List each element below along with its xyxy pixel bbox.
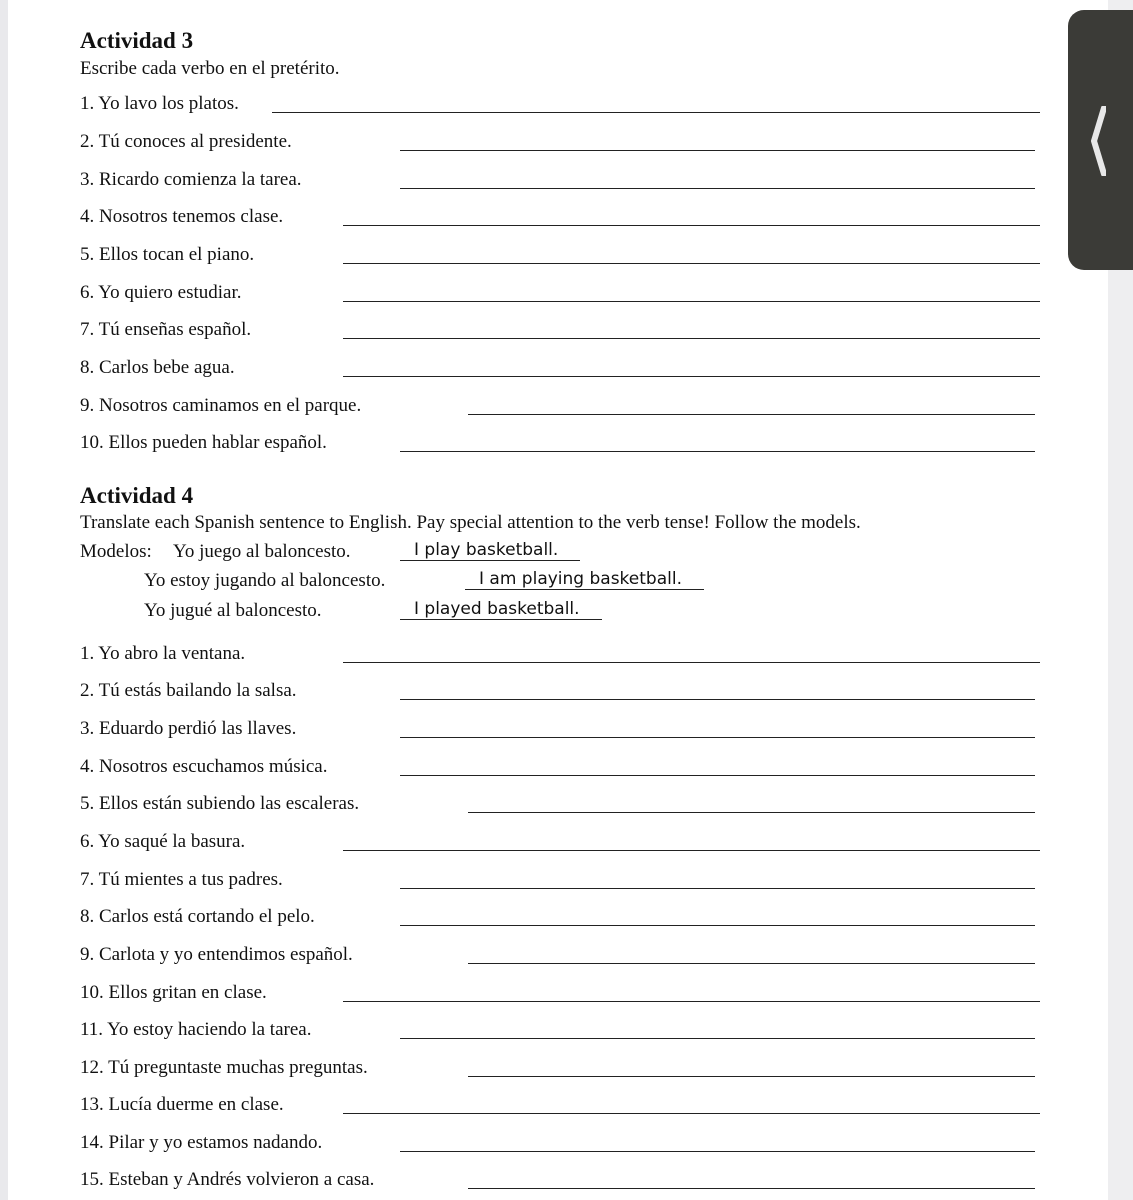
list-item [80, 319, 1050, 343]
list-item [80, 206, 1050, 230]
list-item [80, 244, 1050, 268]
models-label: Modelos: [80, 541, 152, 562]
model-spanish: Yo estoy jugando al baloncesto. [144, 570, 386, 591]
list-item [80, 643, 1050, 667]
list-item [80, 793, 1050, 817]
list-item [80, 131, 1050, 155]
list-item [80, 1094, 1050, 1118]
model-spanish: Yo jugué al baloncesto. [144, 600, 322, 621]
answer-blank[interactable] [468, 963, 1035, 964]
question-text: 10. Ellos gritan en clase. [80, 982, 267, 1003]
answer-blank[interactable] [400, 150, 1035, 151]
list-item [80, 869, 1050, 893]
answer-blank[interactable] [400, 1038, 1035, 1039]
answer-blank[interactable] [343, 1113, 1040, 1114]
model-english: I play basketball. [400, 540, 580, 561]
list-item [80, 1169, 1050, 1193]
page-left-edge [0, 0, 8, 1200]
answer-blank[interactable] [343, 662, 1040, 663]
question-text: 9. Carlota y yo entendimos español. [80, 944, 353, 965]
list-item [80, 357, 1050, 381]
list-item [80, 831, 1050, 855]
list-item [80, 982, 1050, 1006]
side-panel-tab[interactable] [1068, 10, 1133, 270]
question-text: 10. Ellos pueden hablar español. [80, 432, 327, 453]
answer-blank[interactable] [272, 112, 1040, 113]
question-text: 2. Tú conoces al presidente. [80, 131, 292, 152]
model-english: I played basketball. [400, 599, 602, 620]
list-item [80, 756, 1050, 780]
list-item [80, 718, 1050, 742]
question-text: 3. Ricardo comienza la tarea. [80, 169, 302, 190]
answer-blank[interactable] [400, 737, 1035, 738]
answer-blank[interactable] [400, 188, 1035, 189]
list-item [80, 944, 1050, 968]
question-text: 2. Tú estás bailando la salsa. [80, 680, 297, 701]
answer-blank[interactable] [468, 1188, 1035, 1189]
question-text: 7. Tú enseñas español. [80, 319, 252, 340]
answer-blank[interactable] [400, 451, 1035, 452]
answer-blank[interactable] [400, 775, 1035, 776]
activity4-instructions: Translate each Spanish sentence to English. Pay special attention to the verb tense! Follow the models. [80, 512, 861, 533]
answer-blank[interactable] [468, 1076, 1035, 1077]
answer-blank[interactable] [343, 263, 1040, 264]
list-item [80, 906, 1050, 930]
question-text: 1. Yo lavo los platos. [80, 93, 239, 114]
activity3-title: Actividad 3 [80, 28, 194, 53]
activity4-title: Actividad 4 [80, 483, 194, 508]
question-text: 6. Yo saqué la basura. [80, 831, 246, 852]
list-item [80, 1057, 1050, 1081]
list-item [80, 282, 1050, 306]
model-english: I am playing basketball. [465, 569, 704, 590]
answer-blank[interactable] [343, 376, 1040, 377]
question-text: 14. Pilar y yo estamos nadando. [80, 1132, 323, 1153]
list-item [80, 395, 1050, 419]
answer-blank[interactable] [400, 699, 1035, 700]
list-item [80, 1132, 1050, 1156]
activity3-instructions: Escribe cada verbo en el pretérito. [80, 58, 340, 79]
answer-blank[interactable] [343, 1001, 1040, 1002]
question-text: 8. Carlos bebe agua. [80, 357, 235, 378]
list-item [80, 432, 1050, 456]
answer-blank[interactable] [343, 850, 1040, 851]
question-text: 9. Nosotros caminamos en el parque. [80, 395, 362, 416]
list-item [80, 93, 1050, 117]
model-spanish: Yo juego al baloncesto. [173, 541, 351, 562]
chevron-left-icon [1090, 106, 1106, 176]
question-text: 15. Esteban y Andrés volvieron a casa. [80, 1169, 375, 1190]
question-text: 13. Lucía duerme en clase. [80, 1094, 284, 1115]
question-text: 11. Yo estoy haciendo la tarea. [80, 1019, 312, 1040]
question-text: 12. Tú preguntaste muchas preguntas. [80, 1057, 368, 1078]
answer-blank[interactable] [343, 225, 1040, 226]
answer-blank[interactable] [400, 1151, 1035, 1152]
answer-blank[interactable] [400, 888, 1035, 889]
question-text: 6. Yo quiero estudiar. [80, 282, 242, 303]
answer-blank[interactable] [343, 301, 1040, 302]
answer-blank[interactable] [400, 925, 1035, 926]
answer-blank[interactable] [468, 812, 1035, 813]
question-text: 5. Ellos están subiendo las escaleras. [80, 793, 360, 814]
answer-blank[interactable] [468, 414, 1035, 415]
question-text: 1. Yo abro la ventana. [80, 643, 246, 664]
list-item [80, 680, 1050, 704]
question-text: 7. Tú mientes a tus padres. [80, 869, 283, 890]
list-item [80, 1019, 1050, 1043]
answer-blank[interactable] [343, 338, 1040, 339]
question-text: 4. Nosotros escuchamos música. [80, 756, 328, 777]
question-text: 4. Nosotros tenemos clase. [80, 206, 284, 227]
list-item [80, 169, 1050, 193]
question-text: 5. Ellos tocan el piano. [80, 244, 255, 265]
question-text: 3. Eduardo perdió las llaves. [80, 718, 297, 739]
question-text: 8. Carlos está cortando el pelo. [80, 906, 315, 927]
